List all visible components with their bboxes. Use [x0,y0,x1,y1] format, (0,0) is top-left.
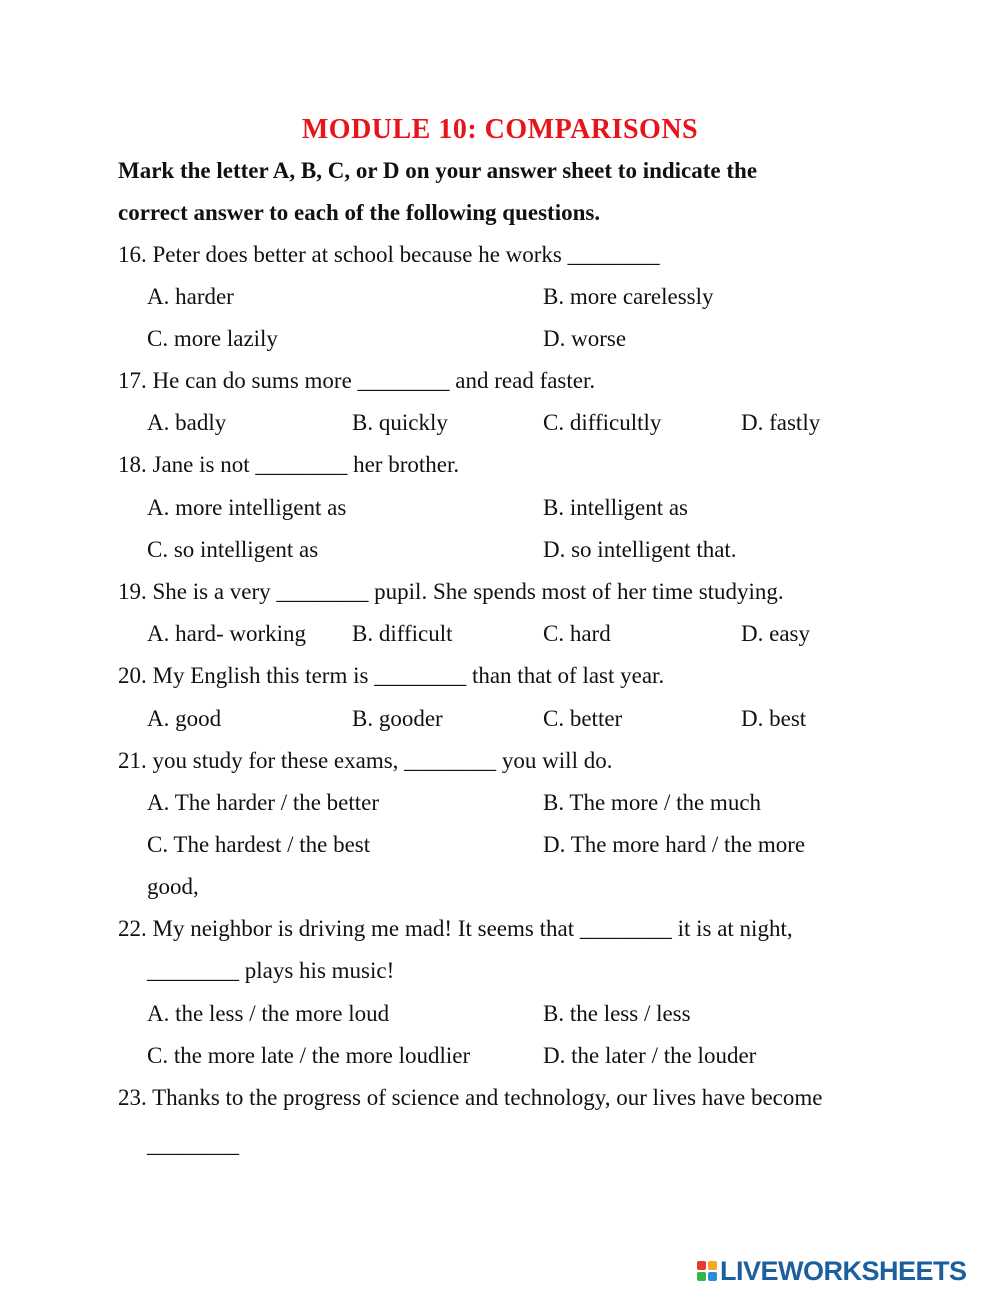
option-a[interactable]: A. harder [147,284,234,309]
option-d[interactable]: D. easy [741,621,810,646]
option-d[interactable]: D. The more hard / the more [543,832,806,857]
logo-square-blue [708,1272,717,1281]
option-c[interactable]: C. the more late / the more loudlier [147,1043,471,1068]
option-b[interactable]: B. gooder [352,706,443,731]
option-c[interactable]: C. hard [543,621,611,646]
option-d[interactable]: D. so intelligent that. [543,537,737,562]
option-a[interactable]: A. badly [147,410,227,435]
question-stem: 16. Peter does better at school because he works ________ [118,242,660,267]
option-a[interactable]: A. more intelligent as [147,495,347,520]
question-stem: 20. My English this term is ________ than that of last year. [118,663,665,688]
option-b[interactable]: B. The more / the much [543,790,762,815]
option-c[interactable]: C. difficultly [543,410,662,435]
option-b[interactable]: B. difficult [352,621,453,646]
logo-square-red [697,1261,706,1270]
option-d[interactable]: D. fastly [741,410,821,435]
question-stem: 22. My neighbor is driving me mad! It seems that ________ it is at night, [118,916,793,941]
option-a[interactable]: A. hard- working [147,621,307,646]
instructions-line-2: correct answer to each of the following questions. [118,200,601,225]
logo-square-green [697,1272,706,1281]
option-d[interactable]: D. worse [543,326,627,351]
question-stem: 18. Jane is not ________ her brother. [118,452,460,477]
option-d[interactable]: D. best [741,706,807,731]
option-d-continuation: good, [147,874,199,899]
option-b[interactable]: B. more carelessly [543,284,714,309]
liveworksheets-logo [697,1256,967,1286]
option-b[interactable]: B. quickly [352,410,448,435]
page-title: MODULE 10: COMPARISONS [301,114,699,145]
question-stem-continuation: ________ plays his music! [147,958,395,983]
option-c[interactable]: C. more lazily [147,326,278,351]
question-stem: 21. you study for these exams, ________ you will do. [118,748,613,773]
question-stem: 23. Thanks to the progress of science and technology, our lives have become [118,1085,823,1110]
question-stem: 17. He can do sums more ________ and read faster. [118,368,596,393]
option-d[interactable]: D. the later / the louder [543,1043,757,1068]
question-stem: 19. She is a very ________ pupil. She spends most of her time studying. [118,579,784,604]
option-b[interactable]: B. intelligent as [543,495,689,520]
instructions-line-1: Mark the letter A, B, C, or D on your answer sheet to indicate the [118,158,758,183]
option-c[interactable]: C. so intelligent as [147,537,319,562]
liveworksheets-wordmark: LIVEWORKSHEETS [720,1255,967,1286]
option-b[interactable]: B. the less / less [543,1001,691,1026]
liveworksheets-logo-icon [697,1261,717,1281]
option-a[interactable]: A. The harder / the better [147,790,380,815]
logo-square-orange [708,1261,717,1270]
option-a[interactable]: A. the less / the more loud [147,1001,390,1026]
option-c[interactable]: C. The hardest / the best [147,832,371,857]
option-a[interactable]: A. good [147,706,222,731]
option-c[interactable]: C. better [543,706,623,731]
question-stem-continuation: ________ [147,1132,239,1157]
